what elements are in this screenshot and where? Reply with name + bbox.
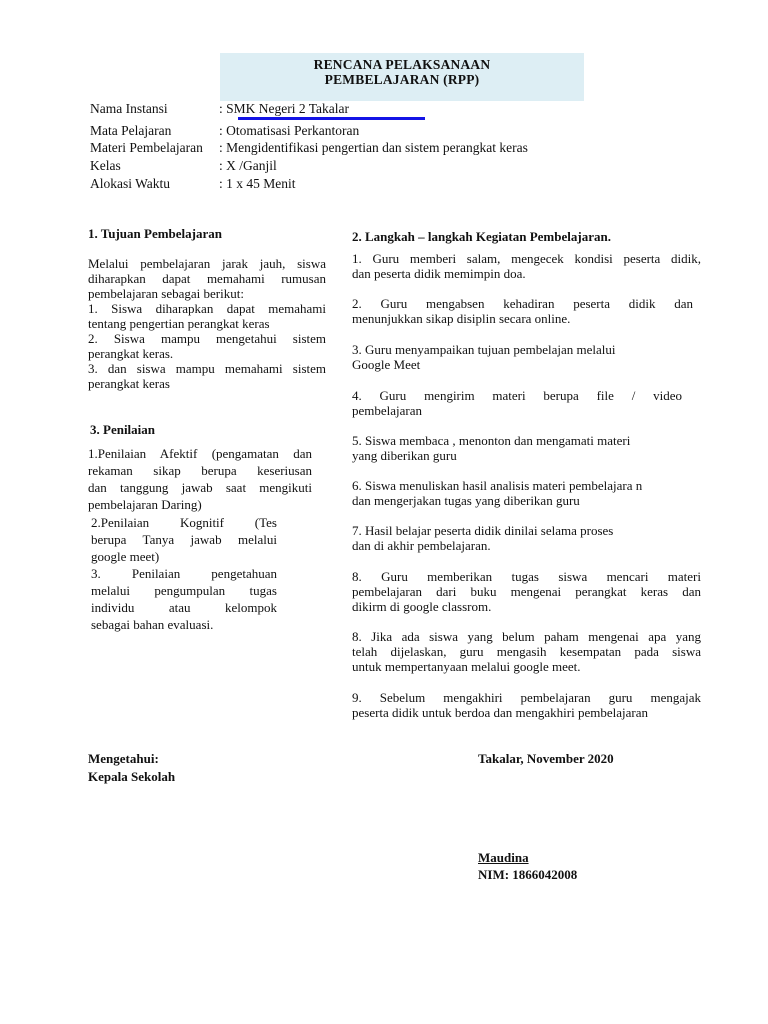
info-label: Materi Pembelajaran (90, 140, 203, 155)
signature-name: Maudina (478, 850, 529, 865)
text-line: perangkat keras (88, 376, 170, 391)
langkah-item-4 (352, 388, 682, 418)
text-line: 1. Guru memberi salam, mengecek kondisi peserta didik, (352, 251, 701, 266)
signature-left-line2: Kepala Sekolah (88, 769, 176, 784)
text-line: peserta didik untuk berdoa dan mengakhiri pembelajaran (352, 705, 649, 720)
info-label: Alokasi Waktu (90, 176, 171, 191)
langkah-item-8 (352, 569, 701, 614)
langkah-item-5 (352, 433, 693, 463)
text-line: dan tanggung jawab saat mengikuti (88, 480, 312, 495)
text-line: 2. Guru mengabsen kehadiran peserta didik dan (352, 296, 693, 311)
penilaian-body-kognitif (91, 514, 277, 633)
text-line: 1. Siswa diharapkan dapat memahami (88, 301, 326, 316)
info-value: : 1 x 45 Menit (219, 176, 296, 191)
text-line: tentang pengertian perangkat keras (88, 316, 270, 331)
text-line: Melalui pembelajaran jarak jauh, siswa (88, 256, 326, 271)
info-value: : SMK Negeri 2 Takalar (219, 101, 350, 116)
langkah-item-9 (352, 690, 701, 720)
text-line: perangkat keras. (88, 346, 174, 361)
info-value: : X /Ganjil (219, 158, 277, 173)
text-line: 3. dan siswa mampu memahami sistem (88, 361, 326, 376)
document-title-line2: PEMBELAJARAN (RPP) (324, 72, 480, 87)
text-line: pembelajaran (352, 403, 423, 418)
tujuan-body (88, 256, 326, 391)
text-line: pembelajaran Daring) (88, 497, 202, 512)
signature-left-line1: Mengetahui: (88, 751, 159, 766)
text-line: individu atau kelompok (91, 600, 277, 615)
penilaian-body (88, 445, 312, 513)
text-line: rekaman sikap berupa keseriusan (88, 463, 312, 478)
info-value: : Mengidentifikasi pengertian dan sistem perangkat keras (219, 140, 528, 155)
text-line: 5. Siswa membaca , menonton dan mengamati materi (352, 433, 631, 448)
info-label: Nama Instansi (90, 101, 168, 116)
tujuan-title: 1. Tujuan Pembelajaran (88, 226, 222, 241)
text-line: menunjukkan sikap disiplin secara online. (352, 311, 571, 326)
text-line: telah dijelaskan, guru mengasih kesempatan pada siswa (352, 644, 701, 659)
text-line: 3. Penilaian pengetahuan (91, 566, 277, 581)
langkah-item-2 (352, 296, 693, 326)
text-line: dan mengerjakan tugas yang diberikan guru (352, 493, 580, 508)
blue-underline-mark (238, 117, 425, 120)
text-line: untuk mempertanyaan melalui google meet. (352, 659, 581, 674)
text-line: berupa Tanya jawab melalui (91, 532, 277, 547)
langkah-title: 2. Langkah – langkah Kegiatan Pembelajaran. (352, 229, 611, 244)
title-box (220, 53, 584, 101)
text-line: pembelajaran dari buku mengenai perangkat keras dan (352, 584, 701, 599)
text-line: yang diberikan guru (352, 448, 457, 463)
text-line: 2.Penilaian Kognitif (Tes (91, 515, 277, 530)
text-line: pembelajaran sebagai berikut: (88, 286, 244, 301)
text-line: 6. Siswa menuliskan hasil analisis materi pembelajara n (352, 478, 643, 493)
text-line: 8. Guru memberikan tugas siswa mencari materi (352, 569, 701, 584)
info-value: : Otomatisasi Perkantoran (219, 123, 360, 138)
text-line: 1.Penilaian Afektif (pengamatan dan (88, 446, 312, 461)
langkah-item-3 (352, 342, 693, 372)
text-line: melalui pengumpulan tugas (91, 583, 277, 598)
text-line: dan peserta didik memimpin doa. (352, 266, 526, 281)
text-line: 2. Siswa mampu mengetahui sistem (88, 331, 326, 346)
text-line: Google Meet (352, 357, 421, 372)
text-line: dan di akhir pembelajaran. (352, 538, 491, 553)
text-line: diharapkan dapat memahami rumusan (88, 271, 326, 286)
text-line: 8. Jika ada siswa yang belum paham mengenai apa yang (352, 629, 701, 644)
document-title-line1: RENCANA PELAKSANAAN (313, 57, 491, 72)
langkah-item-7 (352, 523, 693, 553)
text-line: 7. Hasil belajar peserta didik dinilai selama proses (352, 523, 614, 538)
text-line: 3. Guru menyampaikan tujuan pembelajan melalui (352, 342, 616, 357)
text-line: 4. Guru mengirim materi berupa file / video (352, 388, 682, 403)
text-line: dikirm di google classrom. (352, 599, 492, 614)
info-label: Mata Pelajaran (90, 123, 172, 138)
text-line: sebagai bahan evaluasi. (91, 617, 214, 632)
langkah-item-6 (352, 478, 701, 508)
text-line: google meet) (91, 549, 160, 564)
langkah-item-1 (352, 251, 701, 281)
signature-nim: NIM: 1866042008 (478, 867, 578, 882)
signature-place-date: Takalar, November 2020 (478, 751, 614, 766)
text-line: 9. Sebelum mengakhiri pembelajaran guru mengajak (352, 690, 701, 705)
info-label: Kelas (90, 158, 121, 173)
penilaian-title: 3. Penilaian (90, 422, 156, 437)
langkah-item-8b (352, 629, 701, 674)
